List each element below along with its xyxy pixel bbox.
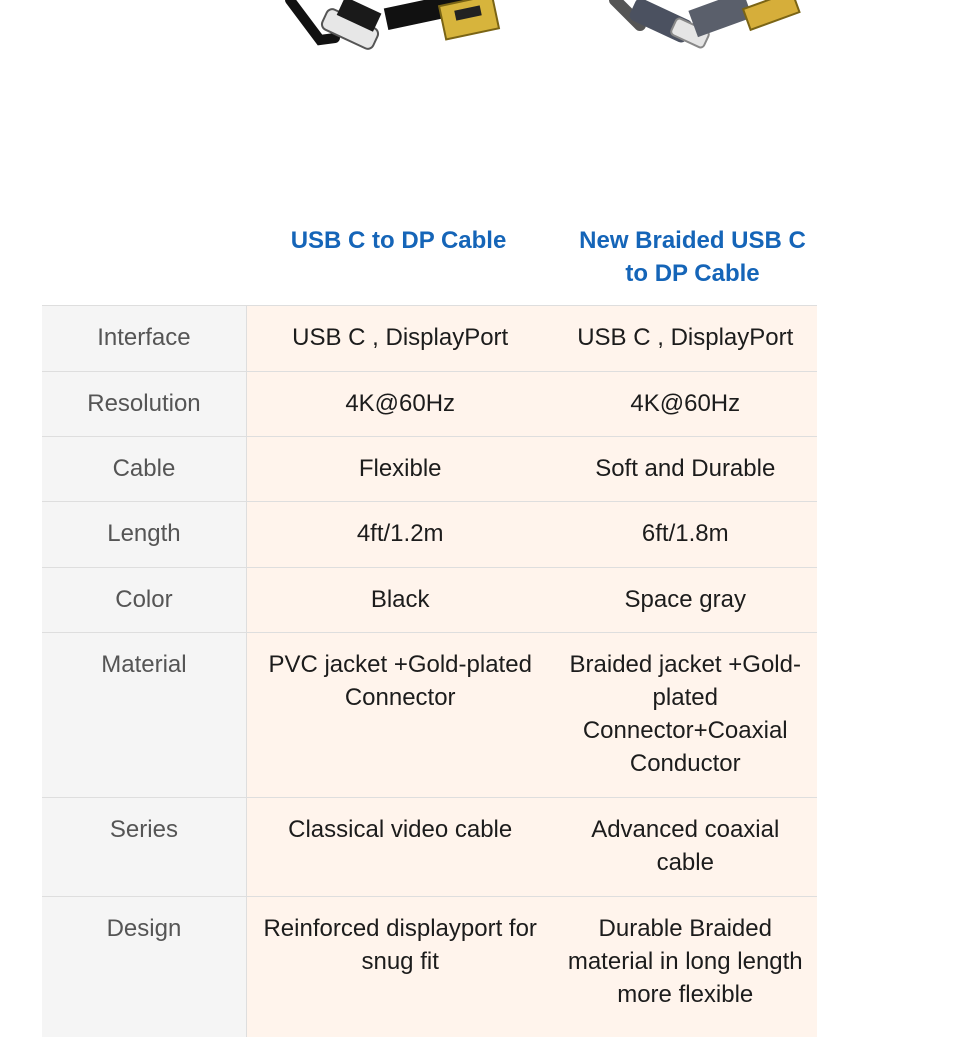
table-row (42, 798, 817, 897)
value-cable-1: Black (246, 568, 553, 633)
row-label: Resolution (42, 372, 246, 437)
value-cable-2: 4K@60Hz (554, 372, 818, 437)
table-row (42, 897, 817, 1037)
row-label: Material (42, 633, 246, 798)
table-row (42, 372, 817, 437)
comparison-table (42, 200, 817, 1037)
value-cable-2: Advanced coaxial cable (554, 798, 818, 897)
value-cable-2: Space gray (554, 568, 818, 633)
row-label: Design (42, 897, 246, 1037)
value-cable-1: Classical video cable (246, 798, 553, 897)
table-row (42, 306, 817, 372)
table-row (42, 633, 817, 798)
value-cable-2: 6ft/1.8m (554, 502, 818, 568)
value-cable-2: Durable Braided material in long length more flexible (554, 897, 818, 1037)
value-cable-2: Braided jacket +Gold-plated Connector+Coaxial Conductor (554, 633, 818, 798)
value-cable-2: Soft and Durable (554, 437, 818, 502)
row-label: Series (42, 798, 246, 897)
table-row (42, 502, 817, 568)
table-row (42, 437, 817, 502)
value-cable-1: Reinforced displayport for snug fit (246, 897, 553, 1037)
product-images (0, 0, 960, 90)
value-cable-1: USB C , DisplayPort (246, 306, 553, 372)
black-cable-image (290, 0, 499, 51)
value-cable-1: 4ft/1.2m (246, 502, 553, 568)
row-label: Interface (42, 306, 246, 372)
row-label: Cable (42, 437, 246, 502)
value-cable-2: USB C , DisplayPort (554, 306, 818, 372)
value-cable-1: PVC jacket +Gold-plated Connector (246, 633, 553, 798)
value-cable-1: 4K@60Hz (246, 372, 553, 437)
spec-table (42, 305, 817, 1037)
row-label: Length (42, 502, 246, 568)
column-headers (42, 200, 817, 305)
column-header-2: New Braided USB C to DP Cable (579, 227, 806, 287)
row-label: Color (42, 568, 246, 633)
value-cable-1: Flexible (246, 437, 553, 502)
table-row (42, 568, 817, 633)
gray-cable-image (615, 0, 799, 49)
column-header-1: USB C to DP Cable (290, 227, 507, 254)
